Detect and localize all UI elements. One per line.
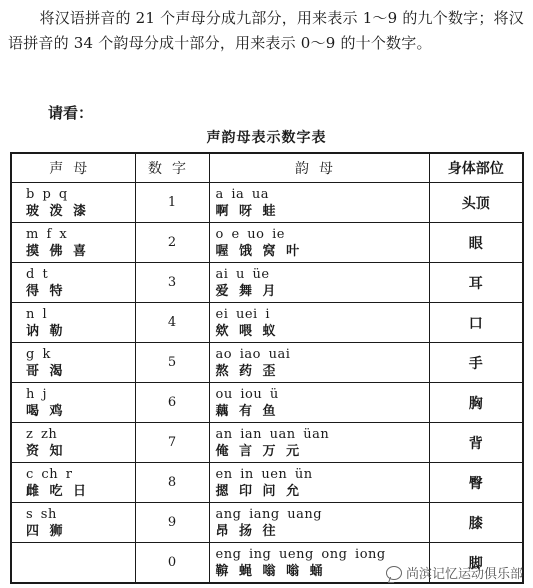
finals-characters: 喔 饿 窝 叶 (215, 243, 303, 259)
table-row (11, 263, 523, 303)
number-cell: 8 (135, 463, 209, 503)
finals-characters: 摁 印 问 允 (215, 483, 303, 499)
wechat-icon (386, 566, 402, 580)
body-part-cell: 臀 (429, 463, 523, 503)
initials-characters: 喝 鸡 (26, 403, 66, 419)
body-part-cell: 手 (429, 343, 523, 383)
table-row (11, 383, 523, 423)
finals-cell (209, 423, 429, 463)
finals-pinyin: ang iang uang (215, 506, 323, 522)
finals-pinyin: ai u üe (215, 266, 270, 282)
table-row (11, 223, 523, 263)
finals-characters: 欸 喂 蚁 (215, 323, 279, 339)
initials-characters: 四 狮 (26, 523, 66, 539)
initials-pinyin: m f x (26, 226, 68, 242)
table-row (11, 503, 523, 543)
body-part-cell: 眼 (429, 223, 523, 263)
number-cell: 4 (135, 303, 209, 343)
number-cell: 3 (135, 263, 209, 303)
initials-pinyin: d t (26, 266, 49, 282)
finals-cell (209, 383, 429, 423)
finals-characters: 昂 扬 往 (215, 523, 279, 539)
initials-cell (11, 263, 135, 303)
initials-cell (11, 423, 135, 463)
watermark (386, 563, 523, 582)
finals-characters: 俺 言 万 元 (215, 443, 303, 459)
header-body-part: 身体部位 (429, 153, 523, 183)
body-part-cell: 胸 (429, 383, 523, 423)
body-part-cell: 耳 (429, 263, 523, 303)
initials-finals-number-table (10, 152, 524, 584)
initials-characters: 摸 佛 喜 (26, 243, 90, 259)
finals-cell (209, 463, 429, 503)
please-see-label: 请看： (48, 104, 94, 122)
header-finals: 韵母 (209, 153, 429, 183)
finals-characters: 熬 药 歪 (215, 363, 279, 379)
finals-cell (209, 503, 429, 543)
table-caption: 声韵母表示数字表 (206, 130, 327, 146)
initials-pinyin: c ch r (26, 466, 73, 482)
initials-characters: 得 特 (26, 283, 66, 299)
finals-cell (209, 183, 429, 223)
finals-cell (209, 343, 429, 383)
finals-pinyin: ei uei i (215, 306, 270, 322)
table-row (11, 343, 523, 383)
number-cell: 9 (135, 503, 209, 543)
initials-pinyin: h j (26, 386, 48, 402)
initials-pinyin: b p q (26, 186, 68, 202)
finals-characters: 藕 有 鱼 (215, 403, 279, 419)
initials-characters: 资 知 (26, 443, 66, 459)
initials-pinyin: s sh (26, 506, 57, 522)
finals-characters: 鞥 蝇 嗡 嗡 蛹 (215, 563, 326, 579)
initials-cell (11, 503, 135, 543)
number-cell: 6 (135, 383, 209, 423)
initials-cell (11, 463, 135, 503)
body-part-cell: 口 (429, 303, 523, 343)
table-row (11, 463, 523, 503)
initials-cell (11, 343, 135, 383)
initials-pinyin: g k (26, 346, 51, 362)
initials-characters: 玻 泼 漆 (26, 203, 90, 219)
initials-characters: 哥 渴 (26, 363, 66, 379)
finals-pinyin: eng ing ueng ong iong (215, 546, 386, 562)
initials-cell (11, 303, 135, 343)
number-cell: 7 (135, 423, 209, 463)
finals-cell (209, 303, 429, 343)
header-number: 数字 (135, 153, 209, 183)
number-cell: 1 (135, 183, 209, 223)
body-part-cell: 膝 (429, 503, 523, 543)
finals-characters: 爱 舞 月 (215, 283, 279, 299)
table-row (11, 303, 523, 343)
initials-cell (11, 543, 135, 584)
finals-pinyin: ao iao uai (215, 346, 291, 362)
finals-pinyin: en in uen ün (215, 466, 313, 482)
table-row (11, 423, 523, 463)
table-row (11, 183, 523, 223)
intro-paragraph: 将汉语拼音的 21 个声母分成九部分，用来表示 1～9 的九个数字；将汉语拼音的 34 个韵母分成十部分，用来表示 0～9 的十个数字。 (8, 9, 524, 52)
body-part-cell: 背 (429, 423, 523, 463)
initials-pinyin: n l (26, 306, 48, 322)
finals-cell (209, 223, 429, 263)
finals-pinyin: o e uo ie (215, 226, 285, 242)
initials-characters: 雌 吃 日 (26, 483, 90, 499)
number-cell: 5 (135, 343, 209, 383)
finals-characters: 啊 呀 蛙 (215, 203, 279, 219)
body-part-cell: 头顶 (429, 183, 523, 223)
initials-pinyin: z zh (26, 426, 58, 442)
watermark-text: 尚滨记忆运动俱乐部 (405, 567, 523, 582)
initials-characters: 讷 勒 (26, 323, 66, 339)
finals-pinyin: an ian uan üan (215, 426, 330, 442)
finals-pinyin: a ia ua (215, 186, 270, 202)
table-header-row (11, 153, 523, 183)
initials-cell (11, 383, 135, 423)
header-initials: 声母 (11, 153, 135, 183)
finals-pinyin: ou iou ü (215, 386, 279, 402)
initials-cell (11, 183, 135, 223)
finals-cell (209, 263, 429, 303)
number-cell: 2 (135, 223, 209, 263)
body-part-cell: 脚 (429, 543, 523, 584)
number-cell: 0 (135, 543, 209, 584)
initials-cell (11, 223, 135, 263)
